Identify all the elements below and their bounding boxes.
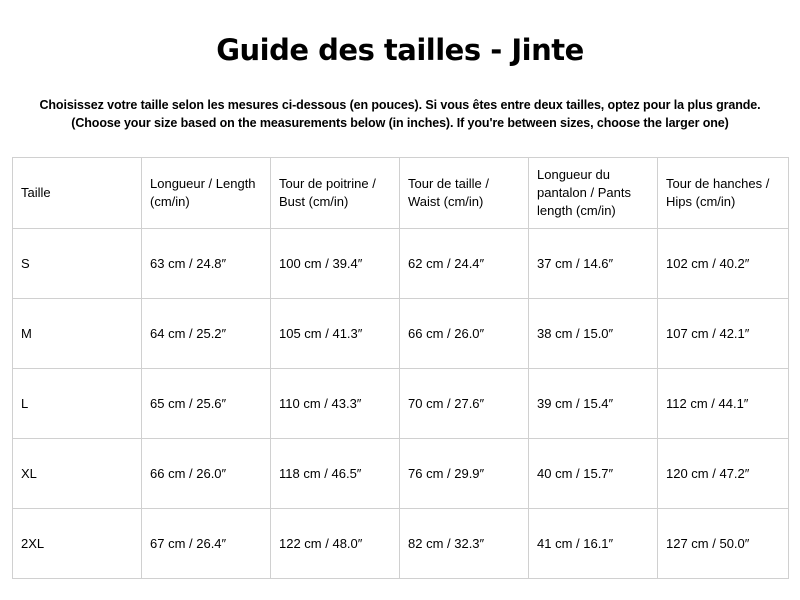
cell-length: 65 cm / 25.6″ <box>142 369 271 439</box>
cell-size: M <box>13 299 142 369</box>
cell-size: L <box>13 369 142 439</box>
cell-hips: 112 cm / 44.1″ <box>658 369 789 439</box>
cell-bust: 100 cm / 39.4″ <box>271 229 400 299</box>
cell-bust: 105 cm / 41.3″ <box>271 299 400 369</box>
cell-waist: 76 cm / 29.9″ <box>400 439 529 509</box>
size-table <box>12 157 789 579</box>
header-hips: Tour de hanches / Hips (cm/in) <box>658 158 789 229</box>
cell-pants-length: 39 cm / 15.4″ <box>529 369 658 439</box>
cell-pants-length: 38 cm / 15.0″ <box>529 299 658 369</box>
table-row <box>13 299 789 369</box>
cell-pants-length: 41 cm / 16.1″ <box>529 509 658 579</box>
cell-length: 63 cm / 24.8″ <box>142 229 271 299</box>
header-bust: Tour de poitrine / Bust (cm/in) <box>271 158 400 229</box>
instructions-english: (Choose your size based on the measurements below (in inches). If you're between sizes, choose the larger one) <box>71 116 729 130</box>
cell-bust: 110 cm / 43.3″ <box>271 369 400 439</box>
cell-bust: 122 cm / 48.0″ <box>271 509 400 579</box>
header-waist: Tour de taille / Waist (cm/in) <box>400 158 529 229</box>
cell-length: 66 cm / 26.0″ <box>142 439 271 509</box>
table-row <box>13 439 789 509</box>
cell-waist: 82 cm / 32.3″ <box>400 509 529 579</box>
cell-hips: 120 cm / 47.2″ <box>658 439 789 509</box>
cell-size: XL <box>13 439 142 509</box>
cell-hips: 107 cm / 42.1″ <box>658 299 789 369</box>
cell-length: 67 cm / 26.4″ <box>142 509 271 579</box>
cell-waist: 62 cm / 24.4″ <box>400 229 529 299</box>
table-row <box>13 509 789 579</box>
header-pants-length: Longueur du pantalon / Pants length (cm/in) <box>529 158 658 229</box>
table-header-row <box>13 158 789 229</box>
instructions <box>0 96 800 132</box>
cell-hips: 102 cm / 40.2″ <box>658 229 789 299</box>
cell-size: 2XL <box>13 509 142 579</box>
cell-pants-length: 37 cm / 14.6″ <box>529 229 658 299</box>
cell-size: S <box>13 229 142 299</box>
table-row <box>13 229 789 299</box>
table-row <box>13 369 789 439</box>
cell-pants-length: 40 cm / 15.7″ <box>529 439 658 509</box>
cell-waist: 70 cm / 27.6″ <box>400 369 529 439</box>
cell-bust: 118 cm / 46.5″ <box>271 439 400 509</box>
header-length: Longueur / Length (cm/in) <box>142 158 271 229</box>
cell-length: 64 cm / 25.2″ <box>142 299 271 369</box>
cell-hips: 127 cm / 50.0″ <box>658 509 789 579</box>
header-size: Taille <box>13 158 142 229</box>
cell-waist: 66 cm / 26.0″ <box>400 299 529 369</box>
instructions-french: Choisissez votre taille selon les mesures ci-dessous (en pouces). Si vous êtes entre deux tailles, optez pour la plus grande. <box>39 98 761 112</box>
page-title: Guide des tailles - Jinte <box>216 33 584 67</box>
